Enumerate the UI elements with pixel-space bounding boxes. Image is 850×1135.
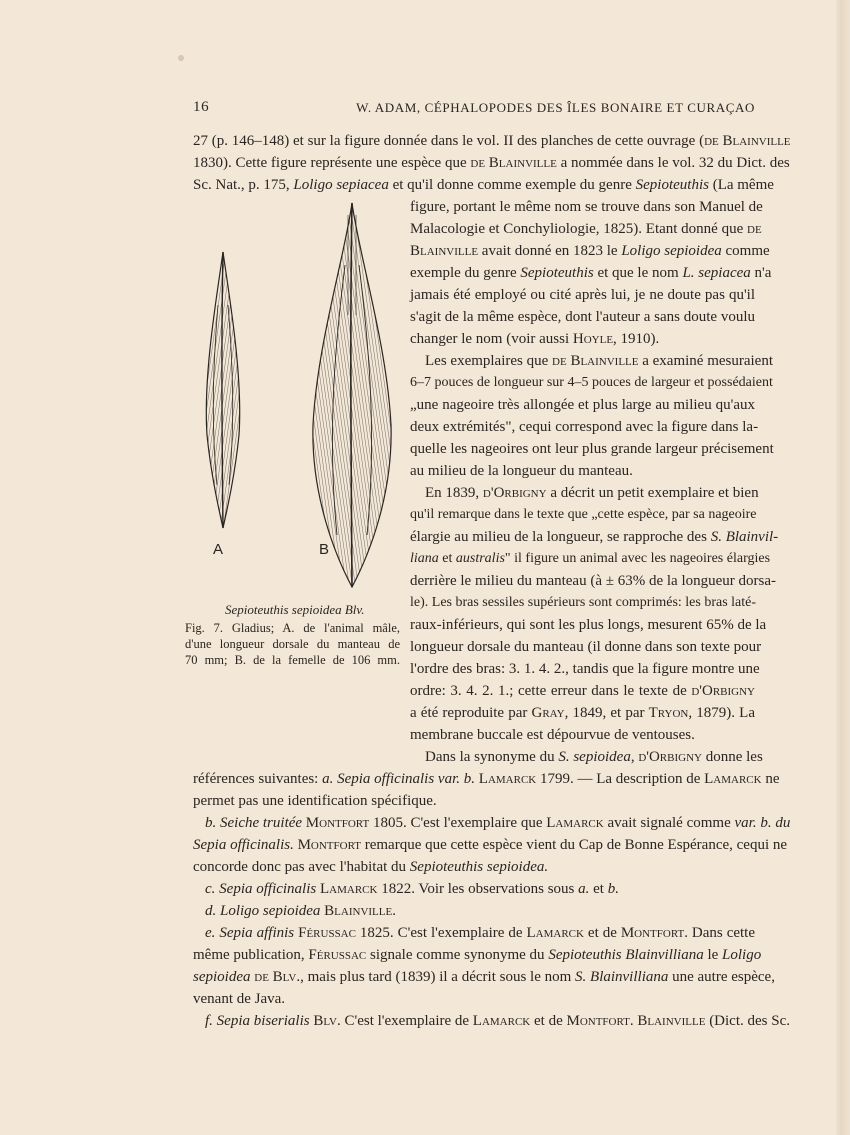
text-line: b. Seiche truitée Montfort 1805. C'est l'exemplaire que Lamarck avait signalé comme var. b. du (205, 815, 791, 831)
text-line: a été reproduite par Gray, 1849, et par Tryon, 1879). La (410, 705, 755, 721)
text-line: longueur dorsale du manteau (il donne dans son texte pour (410, 639, 762, 655)
text-line: Sepia officinalis. Montfort remarque que cette espèce vient du Cap de Bonne Espérance, cequi ne (193, 837, 788, 853)
text-line: sepioidea de Blv., mais plus tard (1839) il a décrit sous le nom S. Blainvilliana une autre espèce, (193, 969, 775, 985)
figure-caption (185, 620, 400, 668)
text-line: l'ordre des bras: 3. 1. 4. 2., tandis que la figure montre une (410, 661, 760, 677)
page-header (193, 99, 755, 119)
text-line: deux extrémités", cequi correspond avec la figure dans la- (410, 419, 759, 435)
text-line: ordre: 3. 4. 2. 1.; cette erreur dans le texte de d'Orbigny (410, 683, 755, 699)
text-line: jamais été employé ou cité après lui, je ne doute pas qu'il (410, 287, 755, 303)
caption-line: 70 mm; B. de la femelle de 106 mm. (185, 653, 400, 667)
text-line: f. Sepia biserialis Blv. C'est l'exemplaire de Lamarck et de Montfort. Blainville (Dict. des Sc. (205, 1013, 791, 1029)
text-line: élargie au milieu de la longueur, se rapproche des S. Blainvil- (410, 529, 779, 545)
gladius-figure (185, 195, 400, 605)
text-line: le). Les bras sessiles supérieurs sont comprimés: les bras laté- (410, 595, 757, 610)
figure-title: Sepioteuthis sepioidea Blv. (225, 602, 365, 617)
text-line: Les exemplaires que de Blainville a examiné mesuraient (425, 353, 774, 369)
text-line: e. Sepia affinis Férussac 1825. C'est l'exemplaire de Lamarck et de Montfort. Dans cette (205, 925, 756, 941)
text-line: figure, portant le même nom se trouve dans son Manuel de (410, 199, 763, 215)
text-line: 27 (p. 146–148) et sur la figure donnée dans le vol. II des planches de cette ouvrage (de Blainville (193, 133, 791, 149)
text-line: membrane buccale est dépourvue de ventouses. (410, 727, 695, 743)
text-line: Dans la synonyme du S. sepioidea, d'Orbigny donne les (425, 749, 763, 765)
caption-line: Fig. 7. Gladius; A. de l'animal mâle, (185, 621, 400, 635)
text-line: qu'il remarque dans le texte que „cette espèce, par sa nageoire (410, 507, 757, 522)
page-number: 16 (193, 99, 210, 115)
text-line: s'agit de la même espèce, dont l'auteur a sans doute voulu (410, 309, 755, 325)
text-line: liana et australis" il figure un animal avec les nageoires élargies (410, 551, 771, 566)
text-line: c. Sepia officinalis Lamarck 1822. Voir les observations sous a. et b. (205, 881, 619, 897)
text-line: En 1839, d'Orbigny a décrit un petit exemplaire et bien (425, 485, 759, 501)
text-line: raux-inférieurs, qui sont les plus longs, mesurent 65% de la (410, 617, 767, 633)
text-line: références suivantes: a. Sepia officinalis var. b. Lamarck 1799. — La description de Lamarck ne (193, 771, 780, 787)
text-line: même publication, Férussac signale comme synonyme du Sepioteuthis Blainvilliana le Loligo (193, 947, 762, 963)
text-line: Blainville avait donné en 1823 le Loligo sepioidea comme (410, 243, 770, 259)
text-line: 1830). Cette figure représente une espèce que de Blainville a nommée dans le vol. 32 du Dict. des (193, 155, 790, 171)
gladius-b-drawing (313, 203, 391, 587)
figure-label-a: A (213, 541, 224, 558)
text-line: concorde donc pas avec l'habitat du Sepioteuthis sepioidea. (193, 859, 549, 875)
figure-label-b: B (319, 541, 330, 558)
text-line: au milieu de la longueur du manteau. (410, 463, 633, 479)
text-line: venant de Java. (193, 991, 286, 1007)
text-line: Malacologie et Conchyliologie, 1825). Etant donné que de (410, 221, 762, 237)
text-line: derrière le milieu du manteau (à ± 63% de la longueur dorsa- (410, 573, 777, 589)
page-edge (836, 0, 850, 1135)
running-title: W. ADAM, CÉPHALOPODES DES ÎLES BONAIRE ET CURAÇAO (356, 100, 755, 115)
text-line: 6–7 pouces de longueur sur 4–5 pouces de largeur et possédaient (410, 375, 773, 390)
text-line: changer le nom (voir aussi Hoyle, 1910). (410, 331, 660, 347)
page-smudge (178, 55, 184, 61)
text-line: quelle les nageoires ont leur plus grande largeur précisement (410, 441, 774, 457)
text-line: exemple du genre Sepioteuthis et que le nom L. sepiacea n'a (410, 265, 772, 281)
text-line: Sc. Nat., p. 175, Loligo sepiacea et qu'il donne comme exemple du genre Sepioteuthis (La même (193, 177, 774, 193)
gladius-a-drawing (206, 252, 239, 528)
text-line: permet pas une identification spécifique. (193, 793, 437, 809)
caption-line: d'une longueur dorsale du manteau de (185, 637, 400, 651)
text-line: „une nageoire très allongée et plus large au milieu qu'aux (410, 397, 755, 413)
text-line: d. Loligo sepioidea Blainville. (205, 903, 396, 919)
